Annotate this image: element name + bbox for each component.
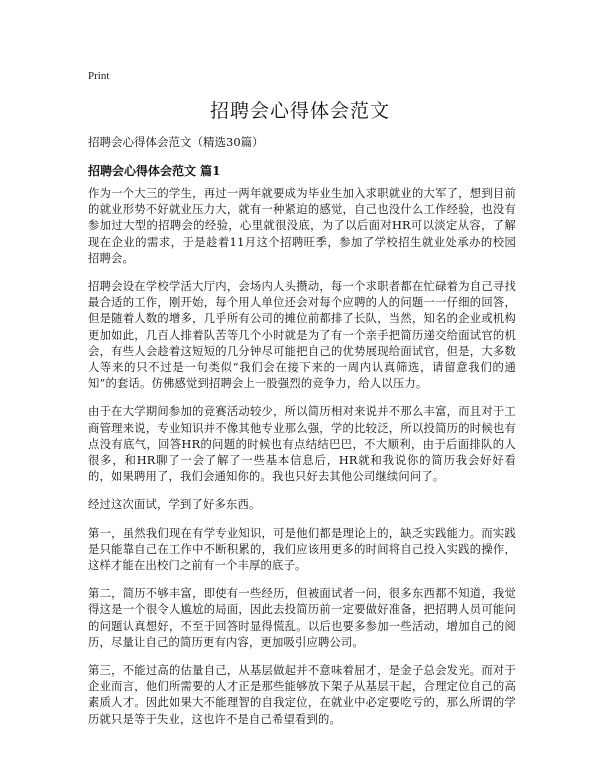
paragraph: 作为一个大三的学生，再过一两年就要成为毕业生加入求职就业的大军了，想到目前的就业形势不好就业压力大，就有一种紧迫的感觉，自己也没什么工作经验，也没有参加过大型的招聘会的经验，心里就很没底，为了以后面对HR可以淡定从容，了解现在企业的需求，于是趁着11月这个招聘旺季，参加了学校招生就业处承办的校园招聘会。: [88, 187, 516, 265]
document-subtitle: 招聘会心得体会范文（精选30篇）: [88, 135, 264, 149]
paragraph: 第二，简历不够丰富，即使有一些经历，但被面试者一问，很多东西都不知道，我觉得这是一个很令人尴尬的局面，因此去投简历前一定要做好准备，把招聘人员可能问的问题认真想好，不至于回答时显得慌乱。以后也要多参加一些活动，增加自己的阅历，尽量让自己的简历更有内容，更加吸引应聘公司。: [88, 587, 516, 649]
paragraph: 第一，虽然我们现在有学专业知识，可是他们都是理论上的，缺乏实践能力。而实践是只能靠自己在工作中不断积累的，我们应该用更多的时间将自己投入实践的操作，这样才能在出校门之前有一个丰厚的底子。: [88, 526, 516, 573]
paragraph: 由于在大学期间参加的竞赛活动较少，所以简历相对来说并不那么丰富，而且对于工商管理来说，专业知识并不像其他专业那么强，学的比较泛，所以投简历的时候也有点没有底气，回答HR的问题的时候也有点结结巴巴，不大顺利，由于后面排队的人很多，和HR聊了一会了解了一些基本信息后，HR就和我说你的简历我会好好看的，如果聘用了，我们会通知你的。我也只好去其他公司继续问问了。: [88, 405, 516, 484]
print-link[interactable]: Print: [88, 70, 110, 82]
paragraph: 经过这次面试，学到了好多东西。: [88, 498, 261, 512]
page-title: 招聘会心得体会范文: [209, 100, 390, 122]
article-body: [88, 186, 516, 740]
paragraph: 第三，不能过高的估量自己，从基层做起并不意味着屈才，是金子总会发光。而对于企业而言，他们所需要的人才正是那些能够放下架子从基层干起，合理定位自己的高素质人才。因此如果大不能理智的自我定位，在就业中必定要吃亏的，那么所谓的学历就只是等于失业，这也许不是自己希望看到的。: [88, 664, 516, 726]
section-heading: 招聘会心得体会范文 篇1: [88, 164, 221, 178]
paragraph: 招聘会设在学校学活大厅内，会场内人头攒动，每一个求职者都在忙碌着为自己寻找最合适的工作，刚开始，每个用人单位还会对每个应聘的人的问题一一仔细的回答，但是随着人数的增多，几乎所有公司的摊位前都排了长队，当然，知名的企业或机构更加如此，几百人排着队苦等几个小时就是为了有一个亲手把简历递交给面试官的机会，有些人会趁着这短短的几分钟尽可能把自己的优势展现给面试官，但是，大多数人等来的只不过是一句类似“我们会在接下来的一周内认真筛选，请留意我们的通知”的套话。仿佛感觉到招聘会上一股强烈的竞争力，给人以压力。: [88, 280, 516, 391]
